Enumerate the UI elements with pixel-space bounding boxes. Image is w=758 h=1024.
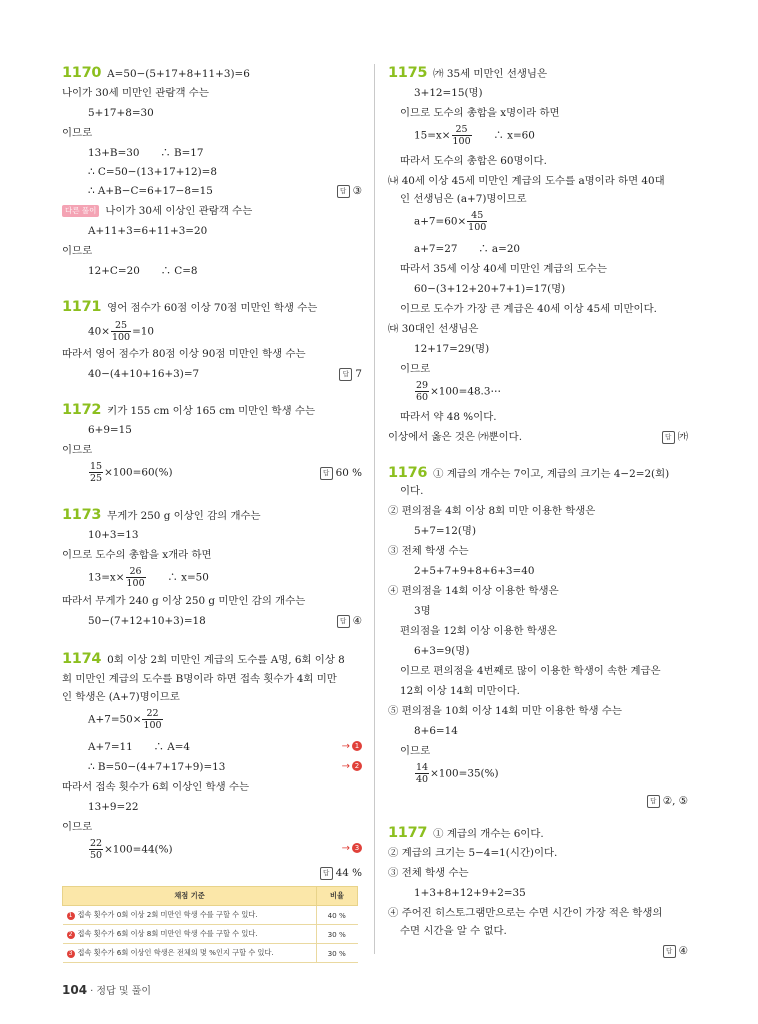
problem-1171-line-4: 40−(4+10+16+3)=7 xyxy=(88,368,200,380)
numerator: 26 xyxy=(126,566,146,578)
problem-1172-line-3: 이므로 xyxy=(62,444,93,456)
problem-1170-line-7: ∴ A+B−C=6+17−8=15 xyxy=(88,185,213,197)
text: 13=x× xyxy=(88,571,125,584)
fraction xyxy=(415,380,429,403)
answer-value: 7 xyxy=(355,368,362,380)
numerator: 45 xyxy=(467,210,487,222)
problem-1175-line-13: ㈐ 30대인 선생님은 xyxy=(388,323,479,335)
numerator: 14 xyxy=(416,762,429,773)
denominator: 100 xyxy=(143,720,162,731)
problem-1174-line-3: 인 학생은 (A+7)명이므로 xyxy=(62,691,180,703)
fraction xyxy=(111,320,131,343)
problem-1177-line-2: ② 계급의 크기는 5−4=1(시간)이다. xyxy=(388,847,558,859)
answer-mark-icon: 답 xyxy=(320,467,333,480)
problem-number-1174: 1174 xyxy=(62,651,102,667)
answer-value: ②, ⑤ xyxy=(662,795,688,807)
problem-1170-line-8 xyxy=(62,204,252,218)
problem-number-1175: 1175 xyxy=(388,65,428,81)
answer-1170 xyxy=(337,184,362,198)
grading-ratio: 30 % xyxy=(317,925,358,944)
answer-value: ③ xyxy=(352,185,362,197)
problem-1176-line-13: ⑤ 편의점을 10회 이상 14회 미만 이용한 학생 수는 xyxy=(388,705,622,717)
column-divider xyxy=(374,64,375,954)
problem-1170-line-3: 5+17+8=30 xyxy=(88,107,154,119)
problem-1176-line-10: 6+3=9(명) xyxy=(414,645,470,657)
text: ×100=48.3⋯ xyxy=(430,385,501,398)
answer-mark-icon: 답 xyxy=(663,945,676,958)
answer-1176 xyxy=(647,794,688,808)
page-footer xyxy=(62,982,151,997)
text: A=50−(5+17+8+11+3)=6 xyxy=(107,68,250,80)
grading-row xyxy=(63,944,358,963)
grading-header-ratio: 비율 xyxy=(317,887,358,906)
criterion-number: 1 xyxy=(67,912,75,920)
answer-value: ④ xyxy=(678,945,688,957)
problem-1171-line-3: 따라서 영어 점수가 80점 이상 90점 미만인 학생 수는 xyxy=(62,348,306,360)
criterion-text: 접속 횟수가 0회 이상 2회 미만인 학생 수를 구할 수 있다. xyxy=(77,910,258,919)
problem-1175-line-12: 이므로 도수가 가장 큰 계급은 40세 이상 45세 미만이다. xyxy=(400,303,657,315)
problem-1176-line-12: 12회 이상 14회 미만이다. xyxy=(400,685,520,697)
text: ∴ x=50 xyxy=(146,571,209,584)
text: ×100=44(%) xyxy=(104,843,173,856)
problem-1171-line-1 xyxy=(62,300,317,315)
fraction xyxy=(89,838,103,861)
criterion-text: 접속 횟수가 6회 이상 8회 미만인 학생 수를 구할 수 있다. xyxy=(77,929,258,938)
text: ×100=35(%) xyxy=(430,767,499,780)
problem-1175-line-8 xyxy=(388,210,488,233)
problem-number-1170: 1170 xyxy=(62,65,102,81)
problem-number-1171: 1171 xyxy=(62,299,102,315)
answer-value: 60 % xyxy=(335,467,362,479)
answer-mark-icon: 답 xyxy=(337,185,350,198)
denominator: 100 xyxy=(452,136,471,147)
problem-1174-line-5: A+7=11 ∴ A=4 xyxy=(88,741,191,753)
answer-1174 xyxy=(320,866,362,880)
problem-1175-line-3: 이므로 도수의 총합을 x명이라 하면 xyxy=(400,107,560,119)
problem-1176-line-4: 5+7=12(명) xyxy=(414,525,477,537)
problem-1170-line-11: 12+C=20 ∴ C=8 xyxy=(88,265,198,277)
problem-1177-line-3: ③ 전체 학생 수는 xyxy=(388,867,469,879)
step-number: 3 xyxy=(352,843,362,853)
step-marker-2: → 2 xyxy=(342,760,362,774)
problem-1177-line-5: ④ 주어진 히스토그램만으로는 수면 시간이 가장 적은 학생의 xyxy=(388,907,663,919)
answer-mark-icon: 답 xyxy=(337,615,350,628)
fraction xyxy=(415,762,429,785)
problem-1176-line-5: ③ 전체 학생 수는 xyxy=(388,545,469,557)
problem-1170-line-4: 이므로 xyxy=(62,127,93,139)
text: =10 xyxy=(132,325,155,338)
text: a+7=60× xyxy=(414,215,467,228)
text: ㈎ 35세 미만인 선생님은 xyxy=(433,68,547,80)
problem-1177-line-1 xyxy=(388,826,544,841)
problem-1176-line-11: 이므로 편의점을 4번째로 많이 이용한 학생이 속한 계급은 xyxy=(400,665,661,677)
grading-header-row xyxy=(63,887,358,906)
problem-1175-line-15: 이므로 xyxy=(400,363,431,375)
problem-1172-line-4 xyxy=(62,461,173,484)
grading-criterion xyxy=(63,925,317,944)
step-marker-3: → 3 xyxy=(342,842,362,856)
grading-ratio: 30 % xyxy=(317,944,358,963)
grading-row xyxy=(63,906,358,925)
criterion-text: 접속 횟수가 6회 이상인 학생은 전체의 몇 %인지 구할 수 있다. xyxy=(77,948,274,957)
step-number: 2 xyxy=(352,761,362,771)
problem-1170-line-1 xyxy=(62,66,250,81)
problem-1174-line-2: 회 미만인 계급의 도수를 B명이라 하면 접속 횟수가 4회 미만 xyxy=(62,673,337,685)
problem-number-1177: 1177 xyxy=(388,825,428,841)
answer-value: 44 % xyxy=(335,867,362,879)
problem-1173-line-1 xyxy=(62,508,261,523)
text: ① 계급의 개수는 7이고, 계급의 크기는 4−2=2(회) xyxy=(433,468,670,480)
problem-1175-line-11: 60−(3+12+20+7+1)=17(명) xyxy=(414,283,566,295)
text: 15=x× xyxy=(414,129,451,142)
problem-1173-line-5: 따라서 무게가 240 g 이상 250 g 미만인 감의 개수는 xyxy=(62,595,306,607)
page-number: 104 xyxy=(62,983,88,997)
fraction xyxy=(467,210,487,233)
problem-1176-line-1 xyxy=(388,466,669,481)
answer-1172 xyxy=(320,466,362,480)
problem-1170-line-5: 13+B=30 ∴ B=17 xyxy=(88,147,204,159)
problem-1170-line-10: 이므로 xyxy=(62,245,93,257)
answer-1171 xyxy=(339,367,362,381)
denominator: 60 xyxy=(416,392,429,403)
grading-ratio: 40 % xyxy=(317,906,358,925)
problem-1173-line-4 xyxy=(62,566,209,589)
problem-1175-line-4 xyxy=(388,124,535,147)
denominator: 100 xyxy=(468,222,487,233)
problem-1177-line-4: 1+3+8+12+9+2=35 xyxy=(414,887,526,899)
problem-1176-line-16 xyxy=(388,762,499,785)
problem-1173-line-3: 이므로 도수의 총합을 x개라 하면 xyxy=(62,549,212,561)
numerator: 25 xyxy=(452,124,472,136)
problem-1175-line-16 xyxy=(388,380,501,403)
problem-1174-line-9: 이므로 xyxy=(62,821,93,833)
answer-mark-icon: 답 xyxy=(320,867,333,880)
fraction xyxy=(452,124,472,147)
problem-1173-line-6: 50−(7+12+10+3)=18 xyxy=(88,615,206,627)
text: 키가 155 cm 이상 165 cm 미만인 학생 수는 xyxy=(107,405,316,417)
problem-1175-line-10: 따라서 35세 이상 40세 미만인 계급의 도수는 xyxy=(400,263,607,275)
text: 0회 이상 2회 미만인 계급의 도수를 A명, 6회 이상 8 xyxy=(107,654,345,666)
problem-1175-line-1 xyxy=(388,66,547,81)
answer-value: ④ xyxy=(352,615,362,627)
step-marker-1: → 1 xyxy=(342,740,362,754)
fraction xyxy=(126,566,146,589)
grading-criterion xyxy=(63,906,317,925)
text: ① 계급의 개수는 6이다. xyxy=(433,828,544,840)
text: 영어 점수가 60점 이상 70점 미만인 학생 수는 xyxy=(107,302,318,314)
problem-1175-line-9: a+7=27 ∴ a=20 xyxy=(414,243,521,255)
problem-1175-line-2: 3+12=15(명) xyxy=(414,87,483,99)
criterion-number: 2 xyxy=(67,931,75,939)
problem-1170-line-6: ∴ C=50−(13+17+12)=8 xyxy=(88,166,218,178)
alternative-solution-badge: 다른 풀이 xyxy=(62,205,99,217)
problem-1175-line-17: 따라서 약 48 %이다. xyxy=(400,411,497,423)
problem-1174-line-8: 13+9=22 xyxy=(88,801,139,813)
problem-1176-line-6: 2+5+7+9+8+6+3=40 xyxy=(414,565,535,577)
answer-1173 xyxy=(337,614,362,628)
text: ×100=60(%) xyxy=(104,466,173,479)
text: 무게가 250 g 이상인 감의 개수는 xyxy=(107,510,261,522)
problem-1176-line-9: 편의점을 12회 이상 이용한 학생은 xyxy=(400,625,557,637)
numerator: 22 xyxy=(142,708,162,720)
numerator: 29 xyxy=(416,380,429,391)
problem-1170-line-9: A+11+3=6+11+3=20 xyxy=(88,225,208,237)
problem-1175-line-7: 인 선생님은 (a+7)명이므로 xyxy=(400,193,527,205)
answer-value: ㈎ xyxy=(677,431,688,443)
problem-1176-line-8: 3명 xyxy=(414,605,431,617)
answer-mark-icon: 답 xyxy=(662,431,675,444)
problem-number-1172: 1172 xyxy=(62,402,102,418)
answer-1175 xyxy=(662,430,688,444)
problem-1170-line-2: 나이가 30세 미만인 관람객 수는 xyxy=(62,87,209,99)
problem-1176-line-14: 8+6=14 xyxy=(414,725,458,737)
problem-1174-line-6: ∴ B=50−(4+7+17+9)=13 xyxy=(88,761,226,773)
problem-1175-line-18: 이상에서 옳은 것은 ㈎뿐이다. xyxy=(388,431,523,443)
problem-1175-line-14: 12+17=29(명) xyxy=(414,343,490,355)
problem-1172-line-1 xyxy=(62,403,315,418)
numerator: 15 xyxy=(90,461,103,472)
problem-number-1176: 1176 xyxy=(388,465,428,481)
grading-header-criteria: 채점 기준 xyxy=(63,887,317,906)
answer-1177 xyxy=(663,944,688,958)
problem-1176-line-15: 이므로 xyxy=(400,745,431,757)
text: 40× xyxy=(88,325,110,338)
problem-1171-line-2 xyxy=(62,320,154,343)
problem-1176-line-7: ④ 편의점을 14회 이상 이용한 학생은 xyxy=(388,585,559,597)
denominator: 100 xyxy=(126,578,145,589)
text: A+7=50× xyxy=(88,713,142,726)
problem-1176-line-2: 이다. xyxy=(400,485,424,497)
grading-criteria-table xyxy=(62,886,358,963)
problem-1173-line-2: 10+3=13 xyxy=(88,529,139,541)
problem-1172-line-2: 6+9=15 xyxy=(88,424,132,436)
denominator: 25 xyxy=(90,473,103,484)
problem-1174-line-7: 따라서 접속 횟수가 6회 이상인 학생 수는 xyxy=(62,781,250,793)
numerator: 22 xyxy=(90,838,103,849)
criterion-number: 3 xyxy=(67,950,75,958)
problem-1174-line-10 xyxy=(62,838,173,861)
footer-title: · 정답 및 풀이 xyxy=(90,986,152,997)
numerator: 25 xyxy=(111,320,131,332)
grading-row xyxy=(63,925,358,944)
grading-criterion xyxy=(63,944,317,963)
text: ∴ x=60 xyxy=(472,129,535,142)
problem-1174-line-1 xyxy=(62,652,345,667)
denominator: 100 xyxy=(111,332,131,343)
problem-1175-line-5: 따라서 도수의 총합은 60명이다. xyxy=(400,155,547,167)
problem-1177-line-6: 수면 시간을 알 수 없다. xyxy=(400,925,507,937)
fraction xyxy=(89,461,103,484)
step-number: 1 xyxy=(352,741,362,751)
text: 나이가 30세 이상인 관람객 수는 xyxy=(105,205,253,217)
answer-mark-icon: 답 xyxy=(339,368,352,381)
denominator: 40 xyxy=(416,774,429,785)
fraction xyxy=(142,708,162,731)
problem-number-1173: 1173 xyxy=(62,507,102,523)
problem-1175-line-6: ㈏ 40세 이상 45세 미만인 계급의 도수를 a명이라 하면 40대 xyxy=(388,175,665,187)
problem-1174-line-4 xyxy=(62,708,164,731)
denominator: 50 xyxy=(90,850,103,861)
answer-mark-icon: 답 xyxy=(647,795,660,808)
problem-1176-line-3: ② 편의점을 4회 이상 8회 미만 이용한 학생은 xyxy=(388,505,596,517)
